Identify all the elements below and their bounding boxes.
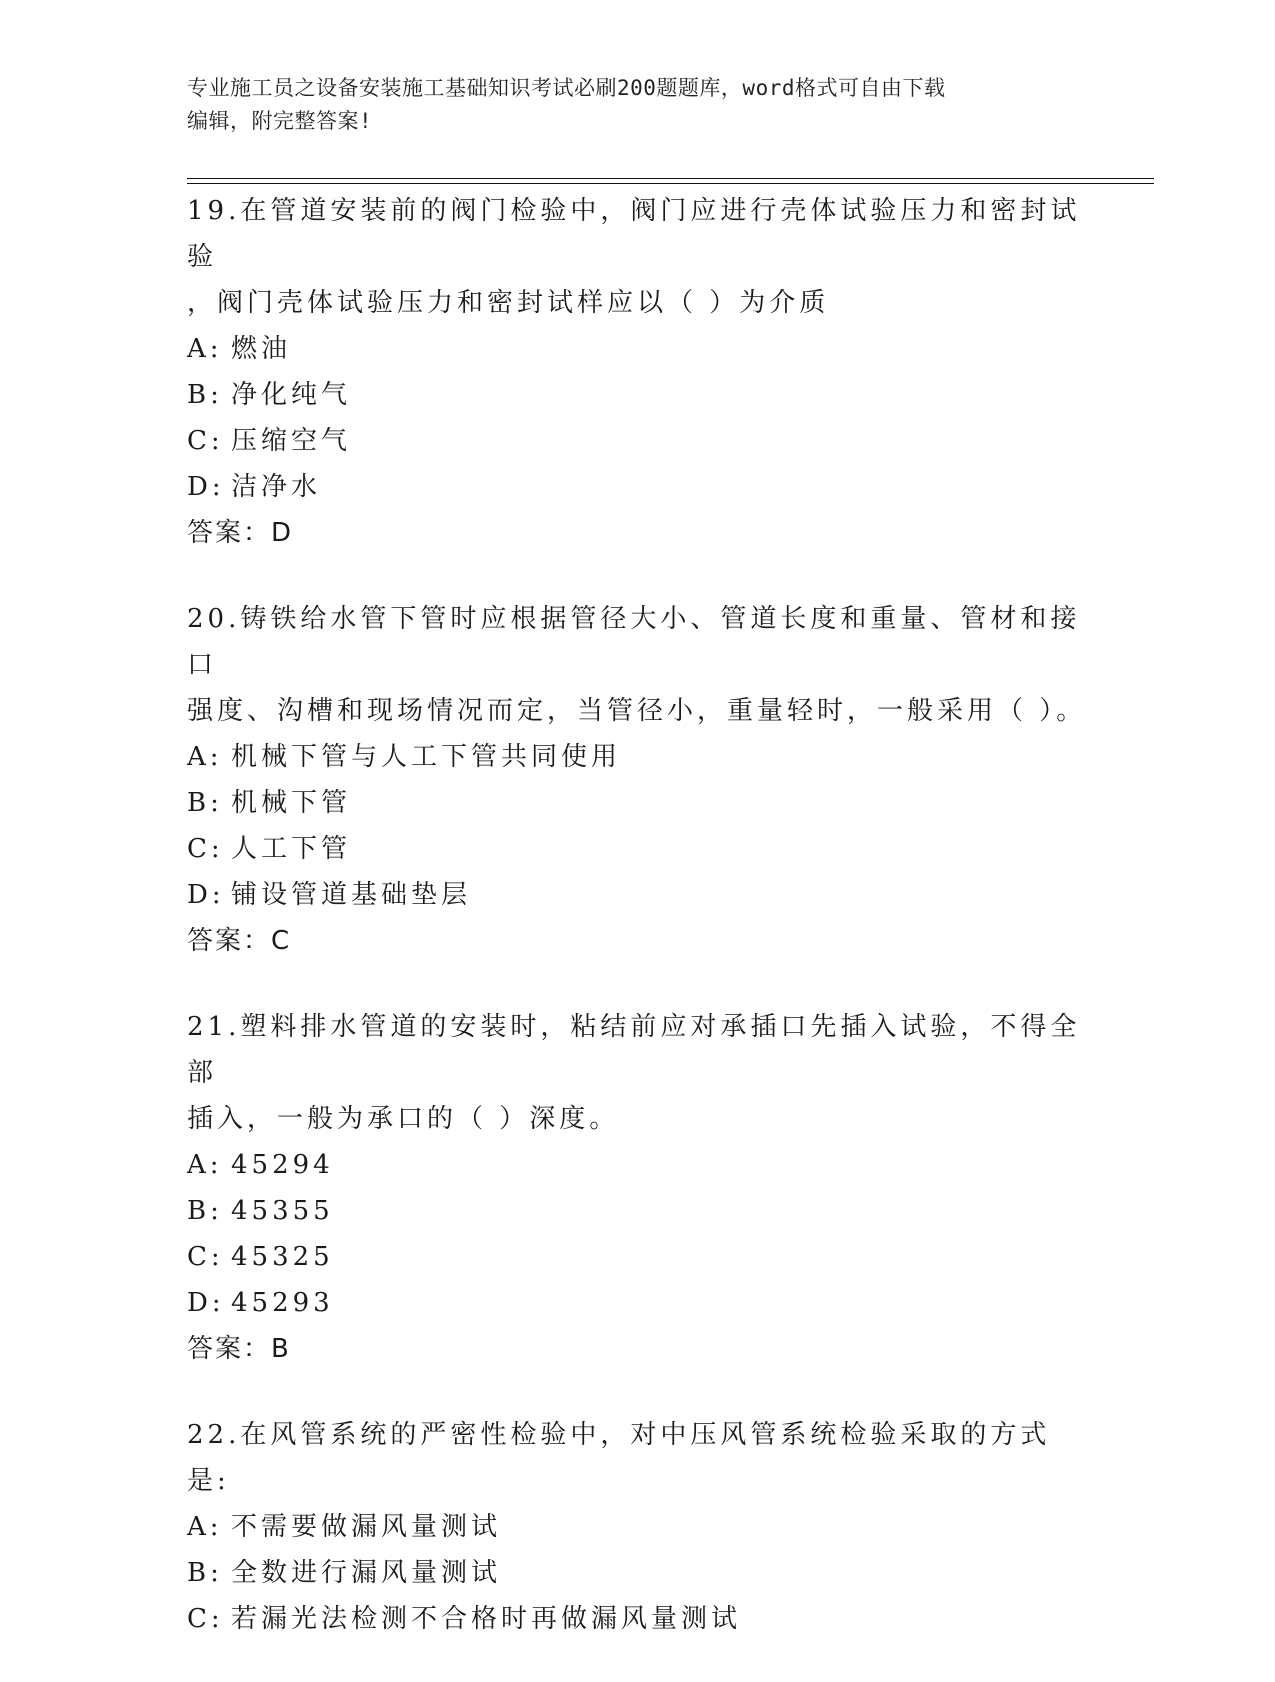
answer-line: 答案：B	[187, 1334, 291, 1364]
question-21	[187, 1004, 1087, 1372]
option-b	[187, 1188, 1087, 1234]
question-list	[187, 188, 1087, 1682]
option-letter: C:	[187, 426, 224, 456]
answer-line: 答案：D	[187, 518, 294, 548]
option-text: 45325	[231, 1242, 334, 1272]
option-d	[187, 464, 1087, 510]
option-a	[187, 734, 1087, 780]
option-text: 45293	[231, 1288, 334, 1318]
option-text: 全数进行漏风量测试	[231, 1558, 502, 1588]
question-stem-line: 19.在管道安装前的阀门检验中，阀门应进行壳体试验压力和密封试验	[187, 196, 1081, 272]
option-letter: B:	[187, 1558, 223, 1588]
option-b	[187, 372, 1087, 418]
option-text: 机械下管	[231, 788, 352, 818]
option-d	[187, 872, 1087, 918]
option-text: 45355	[231, 1196, 334, 1226]
question-20	[187, 596, 1087, 964]
option-letter: D:	[187, 1288, 225, 1318]
option-text: 机械下管与人工下管共同使用	[231, 742, 622, 772]
question-stem-line: 20.铸铁给水管下管时应根据管径大小、管道长度和重量、管材和接口	[187, 604, 1081, 680]
option-c	[187, 1596, 1087, 1642]
header-line-2: 编辑，附完整答案!	[187, 109, 373, 133]
option-text: 洁净水	[231, 472, 322, 502]
question-22	[187, 1412, 1087, 1642]
option-letter: C:	[187, 1242, 224, 1272]
option-text: 45294	[231, 1150, 334, 1180]
question-stem-line: 21.塑料排水管道的安装时，粘结前应对承插口先插入试验，不得全部	[187, 1012, 1081, 1088]
option-b	[187, 1550, 1087, 1596]
option-d	[187, 1280, 1087, 1326]
option-letter: D:	[187, 880, 225, 910]
option-letter: C:	[187, 1604, 224, 1634]
option-text: 燃油	[231, 334, 292, 364]
question-stem-line: 强度、沟槽和现场情况而定，当管径小，重量轻时，一般采用（ ）。	[187, 696, 1087, 726]
option-letter: A:	[187, 1512, 223, 1542]
question-stem-line: ，阀门壳体试验压力和密封试样应以（ ）为介质	[187, 288, 830, 318]
option-text: 铺设管道基础垫层	[231, 880, 472, 910]
option-text: 若漏光法检测不合格时再做漏风量测试	[231, 1604, 742, 1634]
option-b	[187, 780, 1087, 826]
question-stem	[187, 1004, 1087, 1142]
answer-line: 答案：C	[187, 926, 292, 956]
option-c	[187, 418, 1087, 464]
question-stem	[187, 188, 1087, 326]
question-stem-line: 插入，一般为承口的（ ）深度。	[187, 1104, 620, 1134]
option-letter: B:	[187, 380, 223, 410]
option-text: 人工下管	[231, 834, 352, 864]
option-letter: B:	[187, 788, 223, 818]
option-a	[187, 326, 1087, 372]
option-letter: B:	[187, 1196, 223, 1226]
option-text: 净化纯气	[231, 380, 352, 410]
header-divider-top	[187, 178, 1154, 179]
option-letter: A:	[187, 334, 223, 364]
option-letter: D:	[187, 472, 225, 502]
question-stem	[187, 596, 1087, 734]
option-letter: C:	[187, 834, 224, 864]
header-divider-bottom	[187, 183, 1154, 184]
option-text: 不需要做漏风量测试	[231, 1512, 502, 1542]
option-a	[187, 1142, 1087, 1188]
header-line-1: 专业施工员之设备安装施工基础知识考试必刷200题题库，word格式可自由下载	[187, 76, 946, 100]
option-text: 压缩空气	[231, 426, 352, 456]
option-c	[187, 1234, 1087, 1280]
option-c	[187, 826, 1087, 872]
document-header	[187, 72, 1087, 138]
option-letter: A:	[187, 1150, 223, 1180]
question-stem-line: 22.在风管系统的严密性检验中，对中压风管系统检验采取的方式是:	[187, 1420, 1051, 1496]
option-letter: A:	[187, 742, 223, 772]
question-stem	[187, 1412, 1087, 1504]
option-a	[187, 1504, 1087, 1550]
question-19	[187, 188, 1087, 556]
